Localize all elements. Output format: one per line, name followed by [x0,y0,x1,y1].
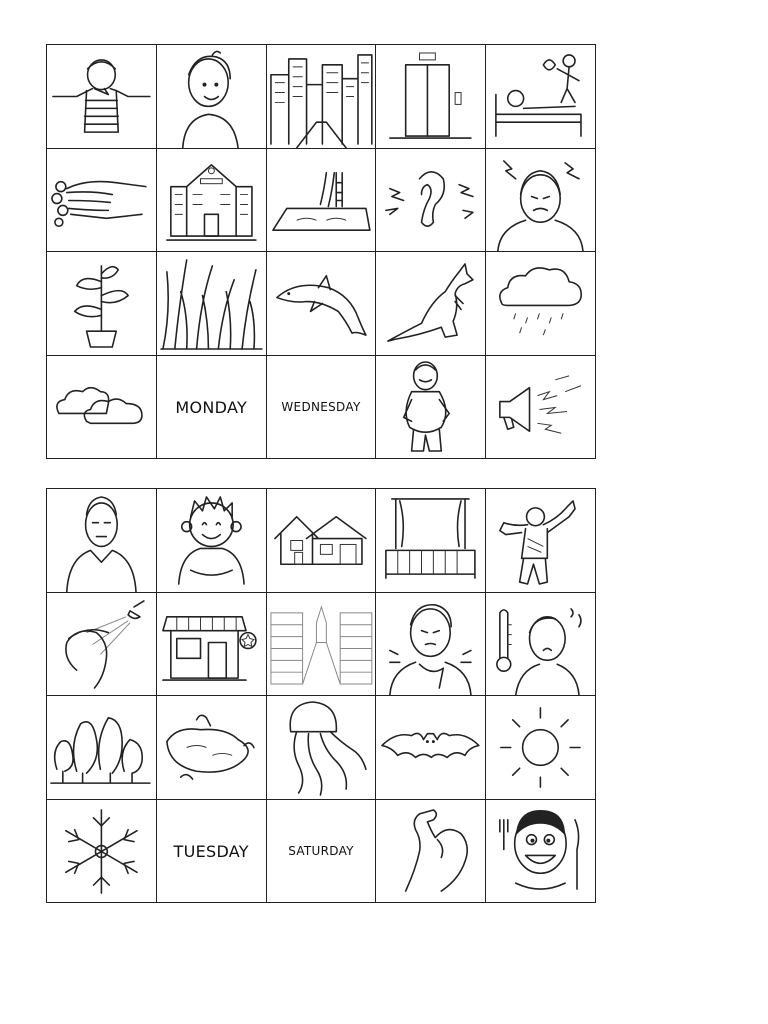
cell-dolphin [267,252,377,356]
jellyfish-illustration [267,696,376,799]
cell-megaphone-noise [486,356,596,459]
bat-illustration [376,696,485,799]
cell-kangaroo [376,252,486,356]
headache-illustration [486,149,595,251]
boy-illustration [157,489,266,592]
fever-illustration [486,593,595,695]
word-tuesday: TUESDAY [173,841,249,861]
cell-mime [47,45,157,149]
cell-plant [47,252,157,356]
pond-illustration [157,696,266,799]
cell-sore-throat [376,593,486,696]
cell-library [267,593,377,696]
cell-tuesday [157,800,267,903]
balcony-illustration [376,489,485,592]
plant-illustration [47,252,156,355]
school-illustration [157,149,266,251]
cell-washing-hands [47,149,157,252]
forest-illustration [47,696,156,799]
cell-monster [486,489,596,593]
cell-girl [157,45,267,149]
cell-ear-noise [376,149,486,252]
cell-muscle-arm [376,800,486,903]
cell-fever [486,593,596,696]
cell-snowflake [47,800,157,903]
cell-shower [47,593,157,696]
hungry-boy-illustration [486,800,595,902]
washing-hands-illustration [47,149,156,251]
cell-headache [486,149,596,252]
cell-city [267,45,377,149]
snowflake-illustration [47,800,156,902]
cell-sun [486,696,596,800]
girl-illustration [157,45,266,148]
word-wednesday: WEDNESDAY [281,400,361,414]
cell-forest [47,696,157,800]
shop-illustration [157,593,266,695]
cell-fat-man [376,356,486,459]
picture-grid-1 [46,44,596,459]
ear-noise-illustration [376,149,485,251]
water-slide-pool-illustration [267,149,376,251]
word-monday: MONDAY [175,397,248,417]
cell-house [267,489,377,593]
scared-in-bed-illustration [486,45,595,148]
cell-scared-in-bed [486,45,596,149]
cell-bat [376,696,486,800]
kangaroo-illustration [376,252,485,355]
megaphone-noise-illustration [486,356,595,458]
sun-illustration [486,696,595,799]
old-man-illustration [47,489,156,592]
city-illustration [267,45,376,148]
dolphin-illustration [267,252,376,355]
mime-illustration [47,45,156,148]
cell-clouds [47,356,157,459]
word-saturday: SATURDAY [288,844,354,858]
muscle-arm-illustration [376,800,485,902]
fat-man-illustration [376,356,485,458]
grass-illustration [157,252,266,355]
cell-old-man [47,489,157,593]
clouds-illustration [47,356,156,458]
cell-wednesday [267,356,377,459]
cell-monday [157,356,267,459]
cell-pond [157,696,267,800]
cell-elevator [376,45,486,149]
cell-water-slide-pool [267,149,377,252]
cell-hungry-boy [486,800,596,903]
cell-school [157,149,267,252]
cell-rain-cloud [486,252,596,356]
library-illustration [267,593,376,695]
shower-illustration [47,593,156,695]
elevator-illustration [376,45,485,148]
monster-illustration [486,489,595,592]
picture-grid-2 [46,488,596,903]
sore-throat-illustration [376,593,485,695]
cell-shop [157,593,267,696]
rain-cloud-illustration [486,252,595,355]
cell-balcony [376,489,486,593]
house-illustration [267,489,376,592]
cell-jellyfish [267,696,377,800]
cell-saturday [267,800,377,903]
cell-grass [157,252,267,356]
cell-boy [157,489,267,593]
